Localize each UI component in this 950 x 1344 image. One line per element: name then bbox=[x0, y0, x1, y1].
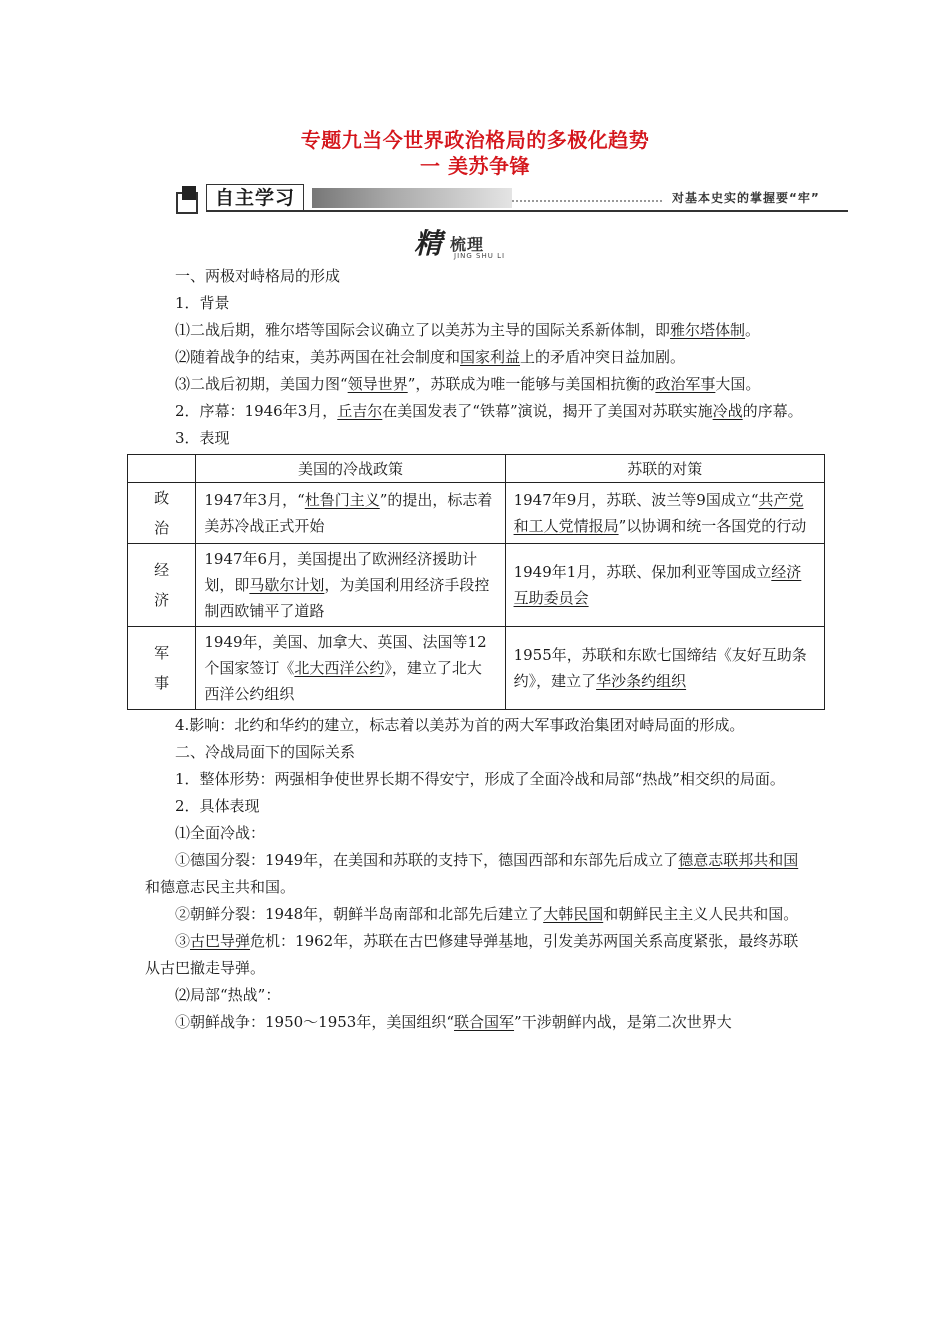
table-header-usa: 美国的冷战政策 bbox=[196, 455, 505, 483]
answer-marshall-plan: 马歇尔计划 bbox=[249, 576, 325, 594]
answer-national-interest: 国家利益 bbox=[460, 348, 521, 366]
background-item-2: ⑵随着战争的结束，美苏两国在社会制度和国家利益上的矛盾冲突日益加剧。 bbox=[175, 348, 686, 366]
table-header-row bbox=[128, 455, 825, 483]
row-label-military: 军 事 bbox=[128, 627, 196, 710]
hot-war-heading: ⑵局部“热战”： bbox=[175, 986, 281, 1004]
table-cell: 1947年3月，“杜鲁门主义”的提出，标志着美苏冷战正式开始 bbox=[196, 483, 505, 544]
germany-division: ①德国分裂：1949年，在美国和苏联的支持下，德国西部和东部先后成立了德意志联邦共和国和德意志民主共和国。 bbox=[145, 851, 799, 896]
table-row bbox=[128, 483, 825, 544]
background-item-3: ⑶二战后初期，美国力图“领导世界”，苏联成为唯一能够与美国相抗衡的政治军事大国。 bbox=[175, 375, 761, 393]
answer-truman-doctrine: 杜鲁门主义 bbox=[304, 491, 380, 509]
banner-label: 自主学习 bbox=[206, 184, 304, 212]
main-content bbox=[145, 263, 810, 1036]
sub-title-big: 精 bbox=[414, 227, 443, 260]
overall-situation: 1．整体形势：两强相争使世界长期不得安宁，形成了全面冷战和局部“热战”相交织的局面。 bbox=[175, 770, 785, 788]
sub-title-small: 梳理 bbox=[450, 235, 485, 254]
banner-rule bbox=[206, 210, 848, 212]
answer-frg: 德意志联邦共和国 bbox=[678, 851, 799, 869]
answer-republic-of-korea: 大韩民国 bbox=[543, 905, 604, 923]
answer-warsaw-pact: 华沙条约组织 bbox=[596, 672, 687, 690]
section2-heading: 二、冷战局面下的国际关系 bbox=[175, 743, 356, 761]
korea-division: ②朝鲜分裂：1948年，朝鲜半岛南部和北部先后建立了大韩民国和朝鲜民主主义人民共和国。 bbox=[175, 905, 799, 923]
background-heading: 1．背景 bbox=[175, 294, 230, 312]
table-cell: 1947年6月，美国提出了欧洲经济援助计划，即马歇尔计划，为美国利用经济手段控制西欧铺平了道路 bbox=[196, 544, 505, 627]
section-banner bbox=[176, 184, 848, 214]
table-row bbox=[128, 627, 825, 710]
answer-cold-war: 冷战 bbox=[712, 402, 743, 420]
cold-war-table bbox=[127, 454, 825, 710]
korean-war: ①朝鲜战争：1950～1953年，美国组织“联合国军”干涉朝鲜内战，是第二次世界大 bbox=[175, 1013, 732, 1031]
performance-heading: 3．表现 bbox=[175, 429, 230, 447]
sub-title-logo bbox=[410, 222, 550, 258]
prelude-paragraph: 2．序幕：1946年3月，丘吉尔在美国发表了“铁幕”演说，揭开了美国对苏联实施冷战的序幕。 bbox=[175, 402, 803, 420]
answer-cuban-missile: 古巴导弹 bbox=[190, 932, 251, 950]
answer-comecon: 经济互助委员会 bbox=[513, 563, 802, 607]
answer-political-military: 政治军事 bbox=[655, 375, 716, 393]
impact-paragraph: 4.影响：北约和华约的建立，标志着以美苏为首的两大军事政治集团对峙局面的形成。 bbox=[175, 716, 745, 734]
banner-square-fill-icon bbox=[182, 186, 196, 200]
table-cell: 1955年，苏联和东欧七国缔结《友好互助条约》，建立了华沙条约组织 bbox=[505, 627, 824, 710]
specific-heading: 2．具体表现 bbox=[175, 797, 260, 815]
background-item-1: ⑴二战后期，雅尔塔等国际会议确立了以美苏为主导的国际关系新体制，即雅尔塔体制。 bbox=[175, 321, 761, 339]
answer-north-atlantic-treaty: 北大西洋公约 bbox=[294, 659, 385, 677]
answer-churchill: 丘吉尔 bbox=[337, 402, 383, 420]
table-corner-cell bbox=[128, 455, 196, 483]
banner-slogan: 对基本史实的掌握要“牢” bbox=[664, 187, 828, 209]
cold-war-heading: ⑴全面冷战： bbox=[175, 824, 266, 842]
lesson-title: 一 美苏争锋 bbox=[420, 154, 530, 178]
table-cell: 1947年9月，苏联、波兰等9国成立“共产党和工人党情报局”以协调和统一各国党的行动 bbox=[505, 483, 824, 544]
answer-yalta-system: 雅尔塔体制 bbox=[670, 321, 746, 339]
page-title: 专题九当今世界政治格局的多极化趋势 bbox=[300, 128, 650, 152]
sub-title-pinyin: JING SHU LI bbox=[454, 252, 506, 260]
row-label-politics: 政 治 bbox=[128, 483, 196, 544]
table-row bbox=[128, 544, 825, 627]
answer-cominform: 共产党和工人党情报局 bbox=[513, 491, 804, 535]
banner-gradient-bar bbox=[312, 188, 512, 208]
cuban-crisis: ③古巴导弹危机：1962年，苏联在古巴修建导弹基地，引发美苏两国关系高度紧张，最终苏联从古巴撤走导弹。 bbox=[145, 932, 799, 977]
banner-dotted-line bbox=[512, 200, 662, 202]
answer-lead-world: 领导世界 bbox=[347, 375, 408, 393]
section1-heading: 一、两极对峙格局的形成 bbox=[175, 267, 341, 285]
table-cell: 1949年1月，苏联、保加利亚等国成立经济互助委员会 bbox=[505, 544, 824, 627]
table-header-ussr: 苏联的对策 bbox=[505, 455, 824, 483]
row-label-economy: 经 济 bbox=[128, 544, 196, 627]
answer-un-army: 联合国军 bbox=[454, 1013, 515, 1031]
table-cell: 1949年，美国、加拿大、英国、法国等12个国家签订《北大西洋公约》，建立了北大西洋公约组织 bbox=[196, 627, 505, 710]
